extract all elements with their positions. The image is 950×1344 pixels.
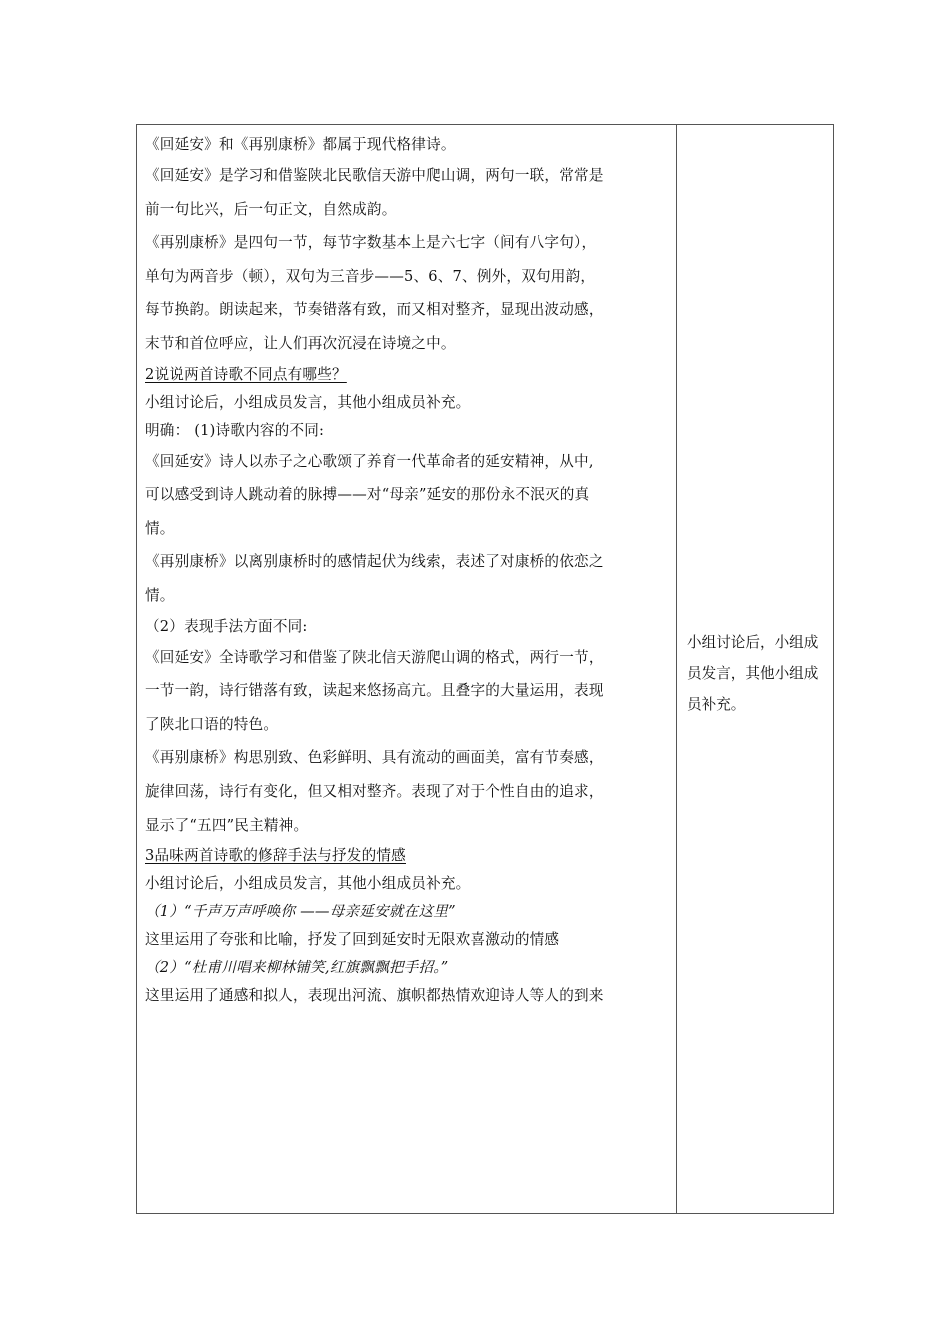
lesson-table: [136, 124, 834, 1214]
content-line: 这里运用了夸张和比喻，抒发了回到延安时无限欢喜激动的情感: [145, 931, 560, 949]
content-line: 可以感受到诗人跳动着的脉搏——对“母亲”延安的那份永不泯灭的真: [145, 486, 590, 504]
content-line: 《再别康桥》构思别致、色彩鲜明、具有流动的画面美，富有节奏感，: [145, 749, 604, 767]
content-line: 明确： (1)诗歌内容的不同:: [145, 421, 325, 439]
content-line: 《回延安》和《再别康桥》都属于现代格律诗。: [145, 136, 456, 153]
content-line: 小组讨论后，小组成员发言，其他小组成员补充。: [145, 393, 471, 411]
content-line: 《回延安》全诗歌学习和借鉴了陕北信天游爬山调的格式，两行一节，: [145, 648, 604, 666]
content-line: （1）“千声万声呼唤你 ——母亲延安就在这里”: [145, 903, 456, 921]
content-line: 一节一韵，诗行错落有致，读起来悠扬高亢。且叠字的大量运用，表现: [145, 682, 604, 700]
content-line: 小组讨论后，小组成员发言，其他小组成员补充。: [145, 875, 471, 893]
content-line: （2）“杜甫川唱来柳林铺笑,红旗飘飘把手招。”: [145, 959, 449, 977]
content-line: 旋律回荡，诗行有变化，但又相对整齐。表现了对于个性自由的追求，: [145, 782, 604, 800]
student-activity-cell: [677, 125, 833, 1213]
content-line: 《回延安》诗人以赤子之心歌颂了养育一代革命者的延安精神，从中,: [145, 452, 594, 470]
content-line: 情。: [145, 519, 175, 537]
content-line: 单句为两音步（顿），双句为三音步——5、6、7、例外，双句用韵，: [145, 267, 596, 285]
content-line: 显示了“五四”民主精神。: [145, 816, 309, 834]
content-line: 每节换韵。朗读起来，节奏错落有致，而又相对整齐，显现出波动感，: [145, 301, 604, 319]
content-line: 前一句比兴，后一句正文，自然成韵。: [145, 200, 397, 218]
content-line: 《再别康桥》是四句一节，每节字数基本上是六七字（间有八字句），: [145, 234, 597, 252]
content-line: 末节和首位呼应，让人们再次沉浸在诗境之中。: [145, 334, 456, 352]
content-line: 《再别康桥》以离别康桥时的感情起伏为线索，表述了对康桥的依恋之: [145, 553, 604, 571]
content-line: （2）表现手法方面不同:: [145, 617, 308, 635]
content-line: 情。: [145, 586, 175, 604]
content-line: 这里运用了通感和拟人，表现出河流、旗帜都热情欢迎诗人等人的到来: [145, 987, 604, 1005]
content-line: 《回延安》是学习和借鉴陕北民歌信天游中爬山调，两句一联，常常是: [145, 167, 604, 184]
student-activity-text: 小组讨论后，小组成员发言，其他小组成员补充。: [687, 634, 819, 713]
content-line: 了陕北口语的特色。: [145, 715, 279, 733]
content-line: 3品味两首诗歌的修辞手法与抒发的情感: [145, 847, 406, 865]
teaching-content-cell: [137, 125, 677, 1213]
content-line: 2说说两首诗歌不同点有哪些？: [145, 365, 347, 383]
